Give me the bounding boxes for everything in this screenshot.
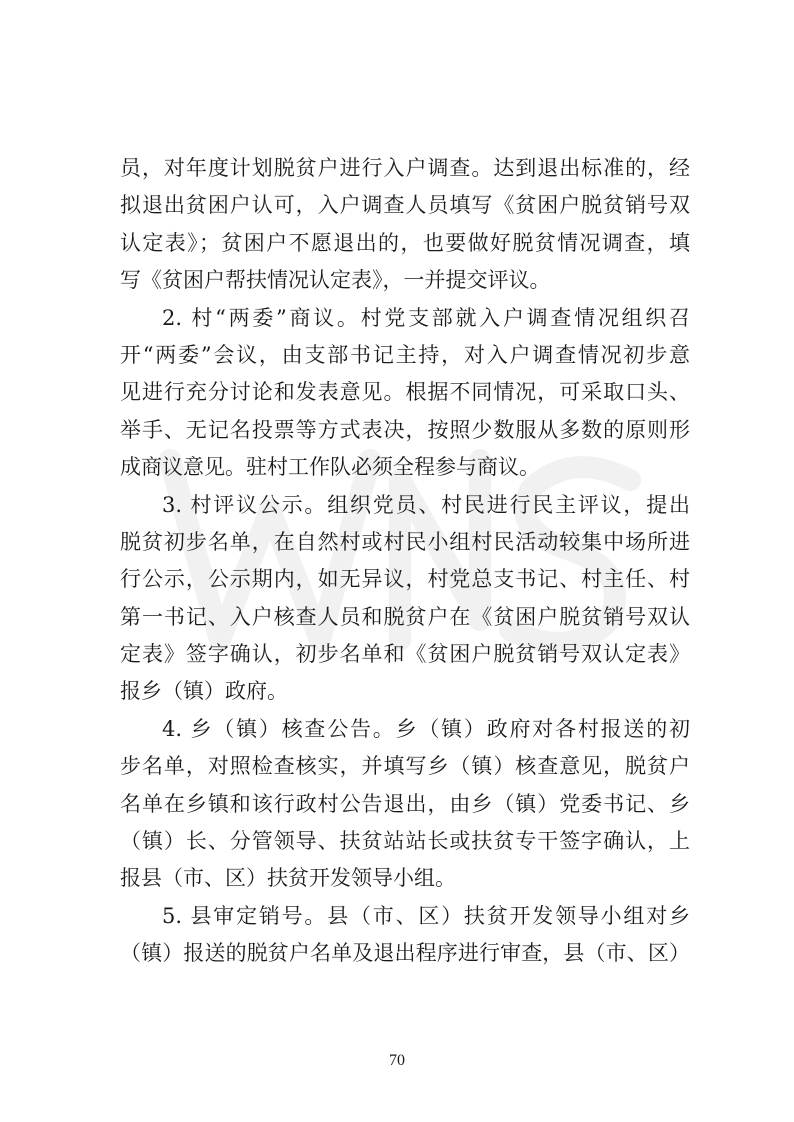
text-line: 举手、无记名投票等方式表决，按照少数服从多数的原则形 [120, 417, 690, 442]
text-line: 报县（市、区）扶贫开发领导小组。 [120, 866, 456, 891]
text-line: 员，对年度计划脱贫户进行入户调查。达到退出标准的，经 [120, 156, 690, 180]
text-line: 2. 村“两委”商议。村党支部就入户调查情况组织召 [162, 305, 690, 330]
text-line: 定表》签字确认，初步名单和《贫困户脱贫销号双认定表》 [120, 642, 690, 667]
text-line: 写《贫困户帮扶情况认定表》，一并提交评议。 [120, 268, 551, 293]
text-line: 3. 村评议公示。组织党员、村民进行民主评议，提出 [162, 492, 690, 517]
text-line: 报乡（镇）政府。 [120, 679, 288, 704]
text-line: 认定表》；贫困户不愿退出的，也要做好脱贫情况调查，填 [120, 230, 690, 255]
text-line: 5. 县审定销号。县（市、区）扶贫开发领导小组对乡 [162, 903, 690, 928]
text-line: 拟退出贫困户认可，入户调查人员填写《贫困户脱贫销号双 [120, 193, 690, 218]
text-line: （镇）长、分管领导、扶贫站站长或扶贫专干签字确认，上 [120, 829, 690, 854]
text-line: 步名单，对照检查核实，并填写乡（镇）核查意见，脱贫户 [120, 754, 690, 779]
text-line: 开“两委”会议，由支部书记主持，对入户调查情况初步意 [120, 342, 690, 367]
text-line: （镇）报送的脱贫户名单及退出程序进行审查，县（市、区） [120, 941, 690, 966]
text-line: 第一书记、入户核查人员和脱贫户在《贫困户脱贫销号双认 [120, 604, 690, 629]
text-line: 脱贫初步名单，在自然村或村民小组村民活动较集中场所进 [120, 529, 690, 554]
text-line: 成商议意见。驻村工作队必须全程参与商议。 [120, 455, 540, 480]
text-line: 名单在乡镇和该行政村公告退出，由乡（镇）党委书记、乡 [120, 791, 690, 816]
text-line: 见进行充分讨论和发表意见。根据不同情况，可采取口头、 [120, 380, 690, 405]
text-line: 4. 乡（镇）核查公告。乡（镇）政府对各村报送的初 [162, 716, 690, 741]
body-text [120, 150, 690, 973]
text-line: 行公示，公示期内，如无异议，村党总支书记、村主任、村 [120, 567, 690, 592]
page-number: 70 [389, 1052, 405, 1069]
